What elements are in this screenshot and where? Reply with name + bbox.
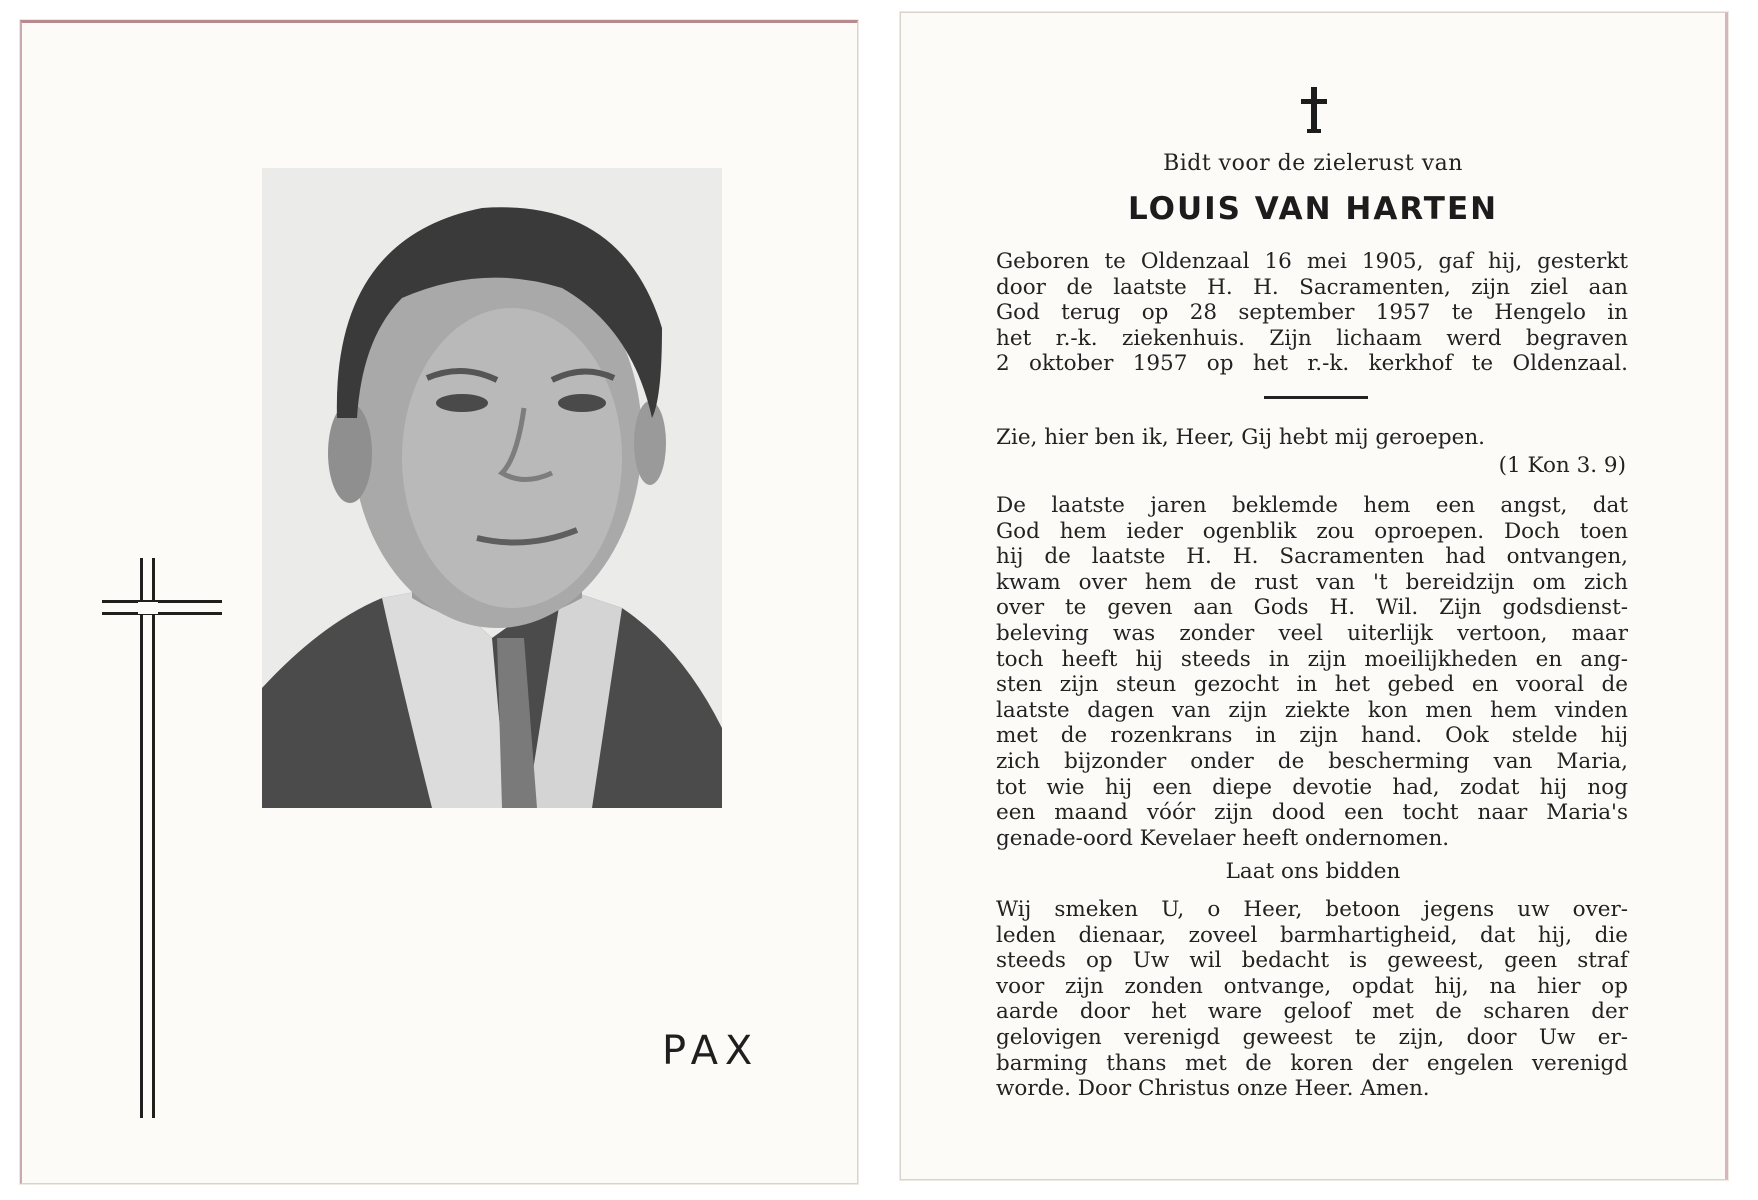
text-line: beleving was zonder veel uiterlijk vertoon, maar <box>996 620 1628 646</box>
text-line: worde. Door Christus onze Heer. Amen. <box>996 1076 1430 1102</box>
text-line: kwam over hem de rust van 't bereidzijn om zich <box>996 569 1628 595</box>
prayer-title: Laat ons bidden <box>1225 859 1401 884</box>
text-line: aarde door het ware geloof met de scharen der <box>996 999 1628 1025</box>
birth-death-paragraph <box>996 249 1628 377</box>
text-line: gelovigen verenigd geweest te zijn, door Uw er- <box>996 1024 1628 1050</box>
text-line: 2 oktober 1957 op het r.-k. kerkhof te Oldenzaal. <box>996 351 1628 377</box>
text-line: een maand vóór zijn dood een tocht naar Maria's <box>996 800 1628 826</box>
text-line: laatste dagen van zijn ziekte kon men hem vinden <box>996 697 1628 723</box>
text-line: door de laatste H. H. Sacramenten, zijn ziel aan <box>996 274 1628 300</box>
text-line: God hem ieder ogenblik zou oproepen. Doch toen <box>996 518 1628 544</box>
text-line: God terug op 28 september 1957 te Hengelo in <box>996 300 1628 326</box>
portrait-image <box>262 168 722 808</box>
text-line: Wij smeken U, o Heer, betoon jegens uw over- <box>996 897 1628 922</box>
cross-icon <box>1299 85 1329 137</box>
text-line: over te geven aan Gods H. Wil. Zijn godsdienst- <box>996 595 1628 621</box>
deceased-name: LOUIS VAN HARTEN <box>1127 191 1499 227</box>
memorial-card-back <box>900 12 1728 1180</box>
bible-reference: (1 Kon 3. 9) <box>1498 453 1626 478</box>
text-line: tot wie hij een diepe devotie had, zodat hij nog <box>996 774 1628 800</box>
text-line: De laatste jaren beklemde hem een angst, dat <box>996 493 1628 518</box>
text-line: steeds op Uw wil bedacht is geweest, geen straf <box>996 948 1628 974</box>
portrait-photo <box>262 168 722 808</box>
pax-inscription: PAX <box>662 1028 760 1074</box>
cross-icon <box>102 558 222 1118</box>
divider <box>1264 396 1368 399</box>
text-line: het r.-k. ziekenhuis. Zijn lichaam werd begraven <box>996 325 1628 351</box>
memorial-card-front <box>20 20 858 1184</box>
text-line: sten zijn steun gezocht in het gebed en vooral de <box>996 672 1628 698</box>
prayer-heading: Bidt voor de zielerust van <box>1163 151 1463 176</box>
text-line: barming thans met de koren der engelen verenigd <box>996 1050 1628 1076</box>
text-line: toch heeft hij steeds in zijn moeilijkheden en ang- <box>996 646 1628 672</box>
text-line: genade-oord Kevelaer heeft ondernomen. <box>996 825 1450 851</box>
text-line: hij de laatste H. H. Sacramenten had ontvangen, <box>996 544 1628 570</box>
text-line: leden dienaar, zoveel barmhartigheid, dat hij, die <box>996 922 1628 948</box>
bible-quote: Zie, hier ben ik, Heer, Gij hebt mij geroepen. <box>996 425 1486 450</box>
life-paragraph <box>996 493 1628 851</box>
prayer-paragraph <box>996 897 1628 1102</box>
text-line: voor zijn zonden ontvange, opdat hij, na hier op <box>996 973 1628 999</box>
text-line: met de rozenkrans in zijn hand. Ook stelde hij <box>996 723 1628 749</box>
text-line: zich bijzonder onder de bescherming van Maria, <box>996 748 1628 774</box>
text-line: Geboren te Oldenzaal 16 mei 1905, gaf hij, gesterkt <box>996 249 1628 274</box>
